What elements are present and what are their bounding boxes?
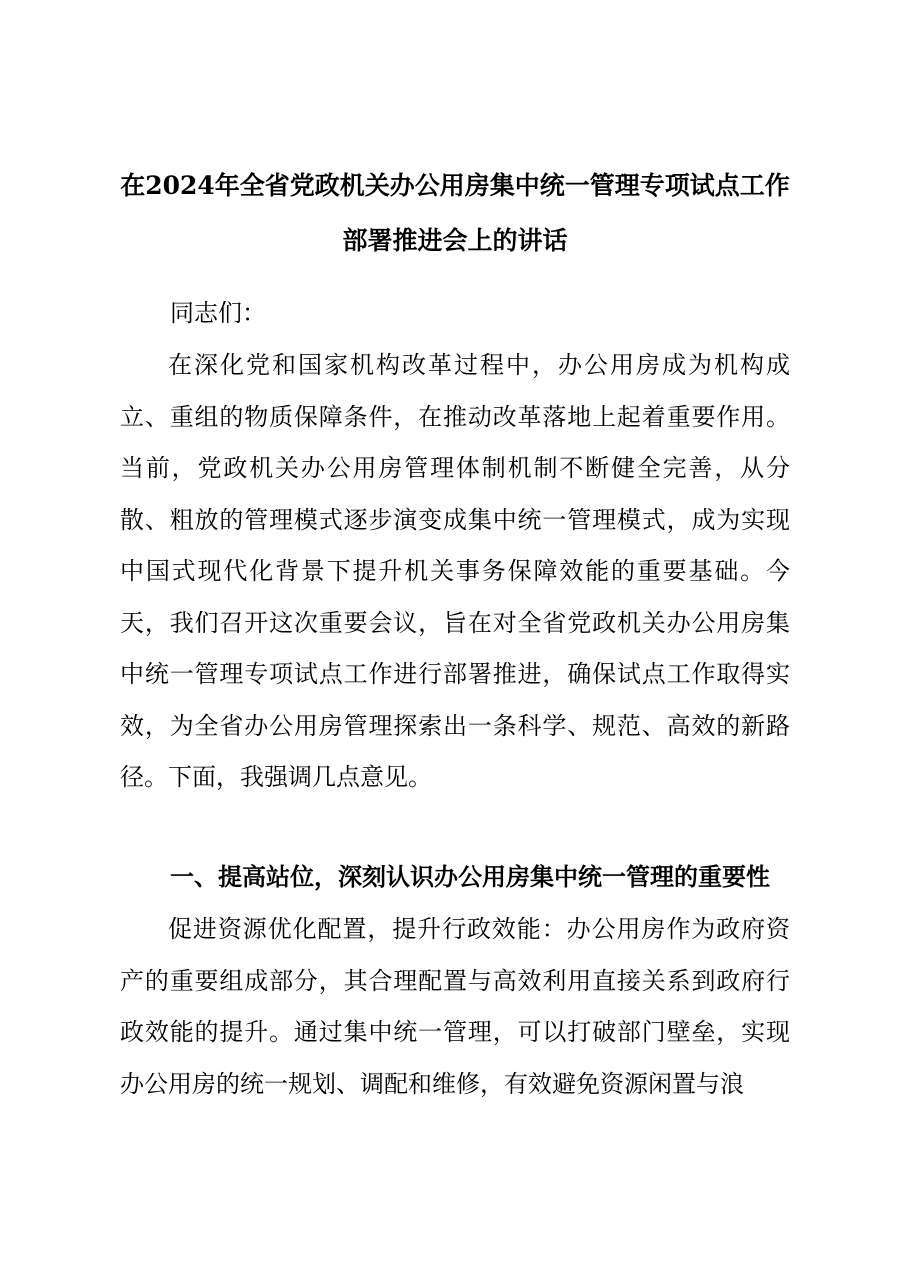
salutation: 同志们： <box>170 299 266 327</box>
section-heading: 一、提高站位，深刻认识办公用房集中统一管理的重要性 <box>170 863 770 891</box>
document-title: 在2024年全省党政机关办公用房集中统一管理专项试点工作部署推进会上的讲话 <box>120 171 790 255</box>
opening-paragraph: 在深化党和国家机构改革过程中，办公用房成为机构成立、重组的物质保障条件，在推动改革落地上起着重要作用。当前，党政机关办公用房管理体制机制不断健全完善，从分散、粗放的管理模式逐步演变成集中统一管理模式，成为实现中国式现代化背景下提升机关事务保障效能的重要基础。今天，我们召开这次重要会议，旨在对全省党政机关办公用房集中统一管理专项试点工作进行部署推进，确保试点工作取得实效，为全省办公用房管理探索出一条科学、规范、高效的新路径。下面，我强调几点意见。 <box>120 351 790 791</box>
section-paragraph: 促进资源优化配置，提升行政效能：办公用房作为政府资产的重要组成部分，其合理配置与高效利用直接关系到政府行政效能的提升。通过集中统一管理，可以打破部门壁垒，实现办公用房的统一规划、调配和维修，有效避免资源闲置与浪 <box>120 915 790 1098</box>
